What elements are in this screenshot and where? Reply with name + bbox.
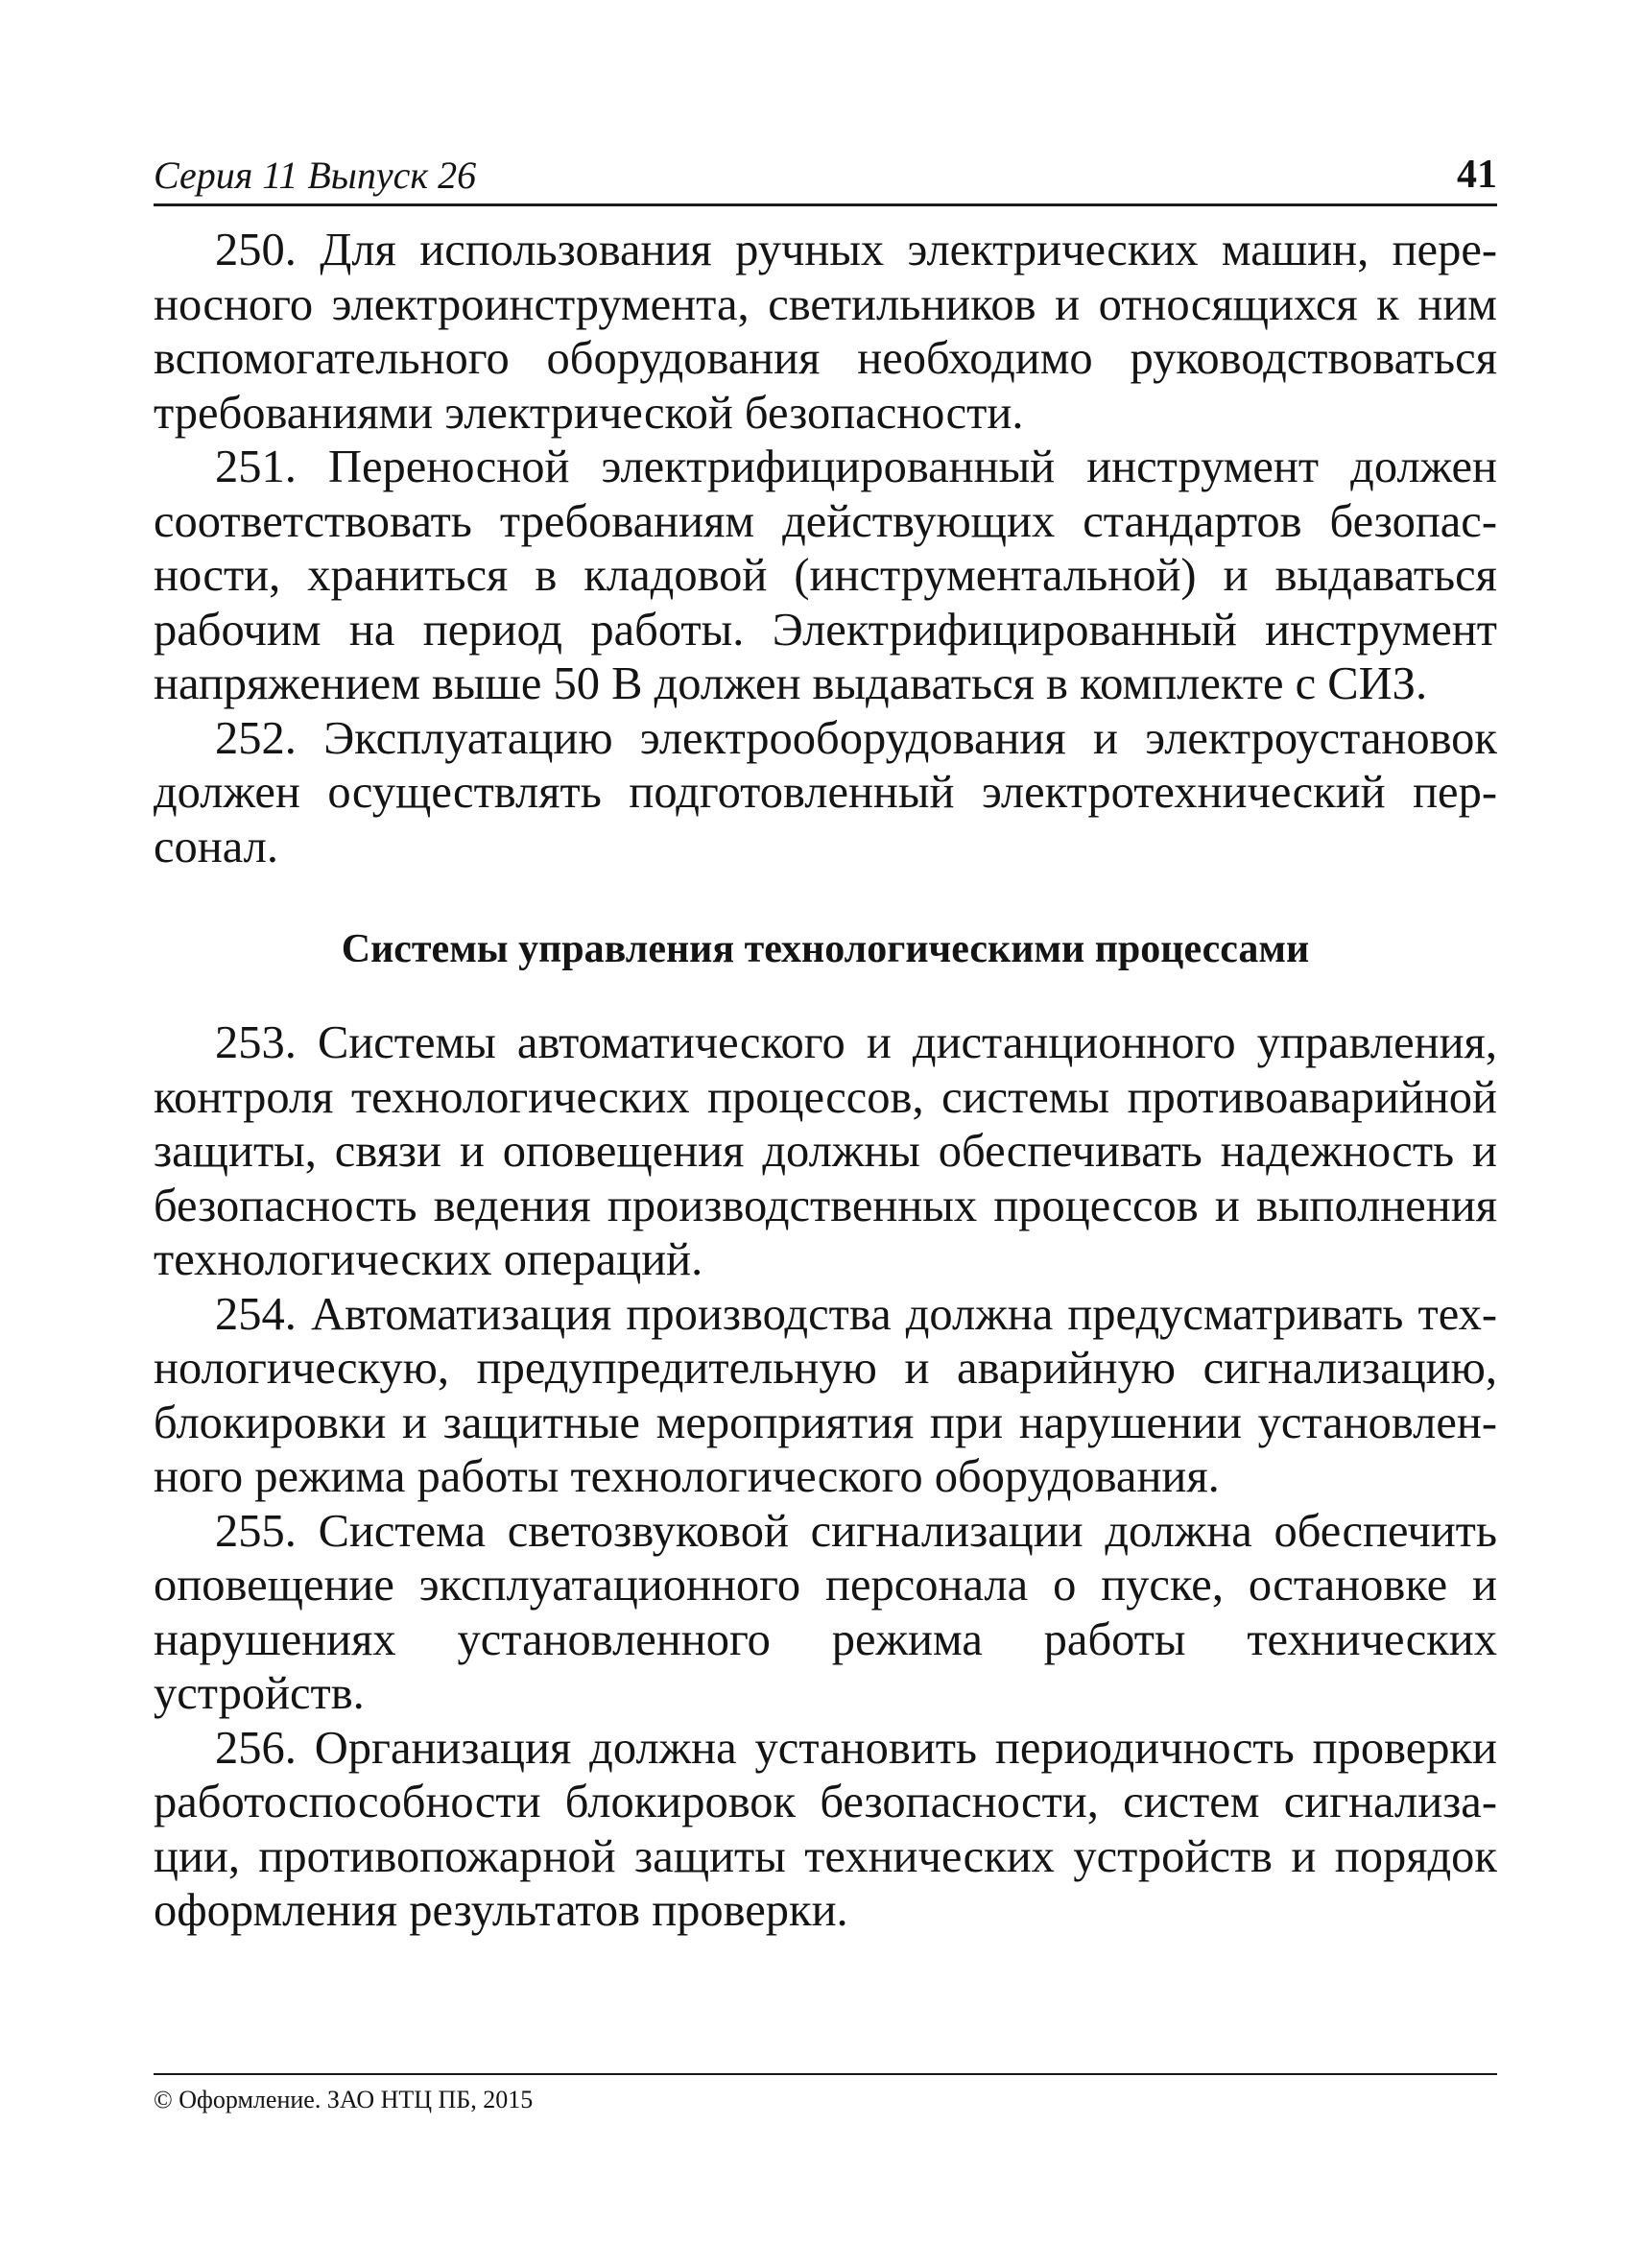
paragraph-250: 250. Для использования ручных электрических машин, переносного электроинструмента, светильников и относящихся к ним вспомогательного оборудования необходимо руководствоваться требованиями электрической безопасности. [154, 225, 1497, 439]
document-page [154, 144, 1497, 1939]
series-title: Серия 11 Выпуск 26 [154, 154, 477, 197]
section-heading: Системы управления технологическими процессами [341, 927, 1310, 971]
page-number: 41 [1457, 153, 1497, 197]
paragraph-252: 252. Эксплуатацию электрооборудования и электроустановок должен осуществлять подготовленный электротехнический персонал. [154, 712, 1497, 872]
paragraph-256: 256. Организация должна установить периодичность проверки работоспособности блокировок безопасности, систем сигнализации, противопожарной защиты технических устройств и порядок оформления результатов проверки. [154, 1722, 1497, 1936]
footer-copyright: © Оформление. ЗАО НТЦ ПБ, 2015 [154, 2086, 534, 2113]
paragraph-255: 255. Система светозвуковой сигнализации должна обеспечить оповещение эксплуатационного персонала о пуске, остановке и нарушениях установленного режима работы технических устройств. [154, 1505, 1497, 1719]
paragraph-251: 251. Переносной электрифицированный инструмент должен соответствовать требованиям действующих стандартов безопасности, храниться в кладовой (инструментальной) и выдаваться рабочим на период работы. Электрифицированный инструмент напряжением выше 50 В должен выдаваться в комплекте с СИЗ. [154, 442, 1497, 709]
paragraph-254: 254. Автоматизация производства должна предусматривать технологическую, предупредительную и аварийную сигнализацию, блокировки и защитные мероприятия при нарушении установленного режима работы технологического оборудования. [154, 1288, 1497, 1502]
footer-divider [154, 2073, 1497, 2075]
body-text [154, 224, 1497, 1939]
running-header [154, 144, 1497, 206]
paragraph-253: 253. Системы автоматического и дистанционного управления, контроля технологических процессов, системы противоаварийной защиты, связи и оповещения должны обеспечивать надежность и безопасность ведения производственных процессов и выполнения технологических операций. [154, 1017, 1497, 1285]
